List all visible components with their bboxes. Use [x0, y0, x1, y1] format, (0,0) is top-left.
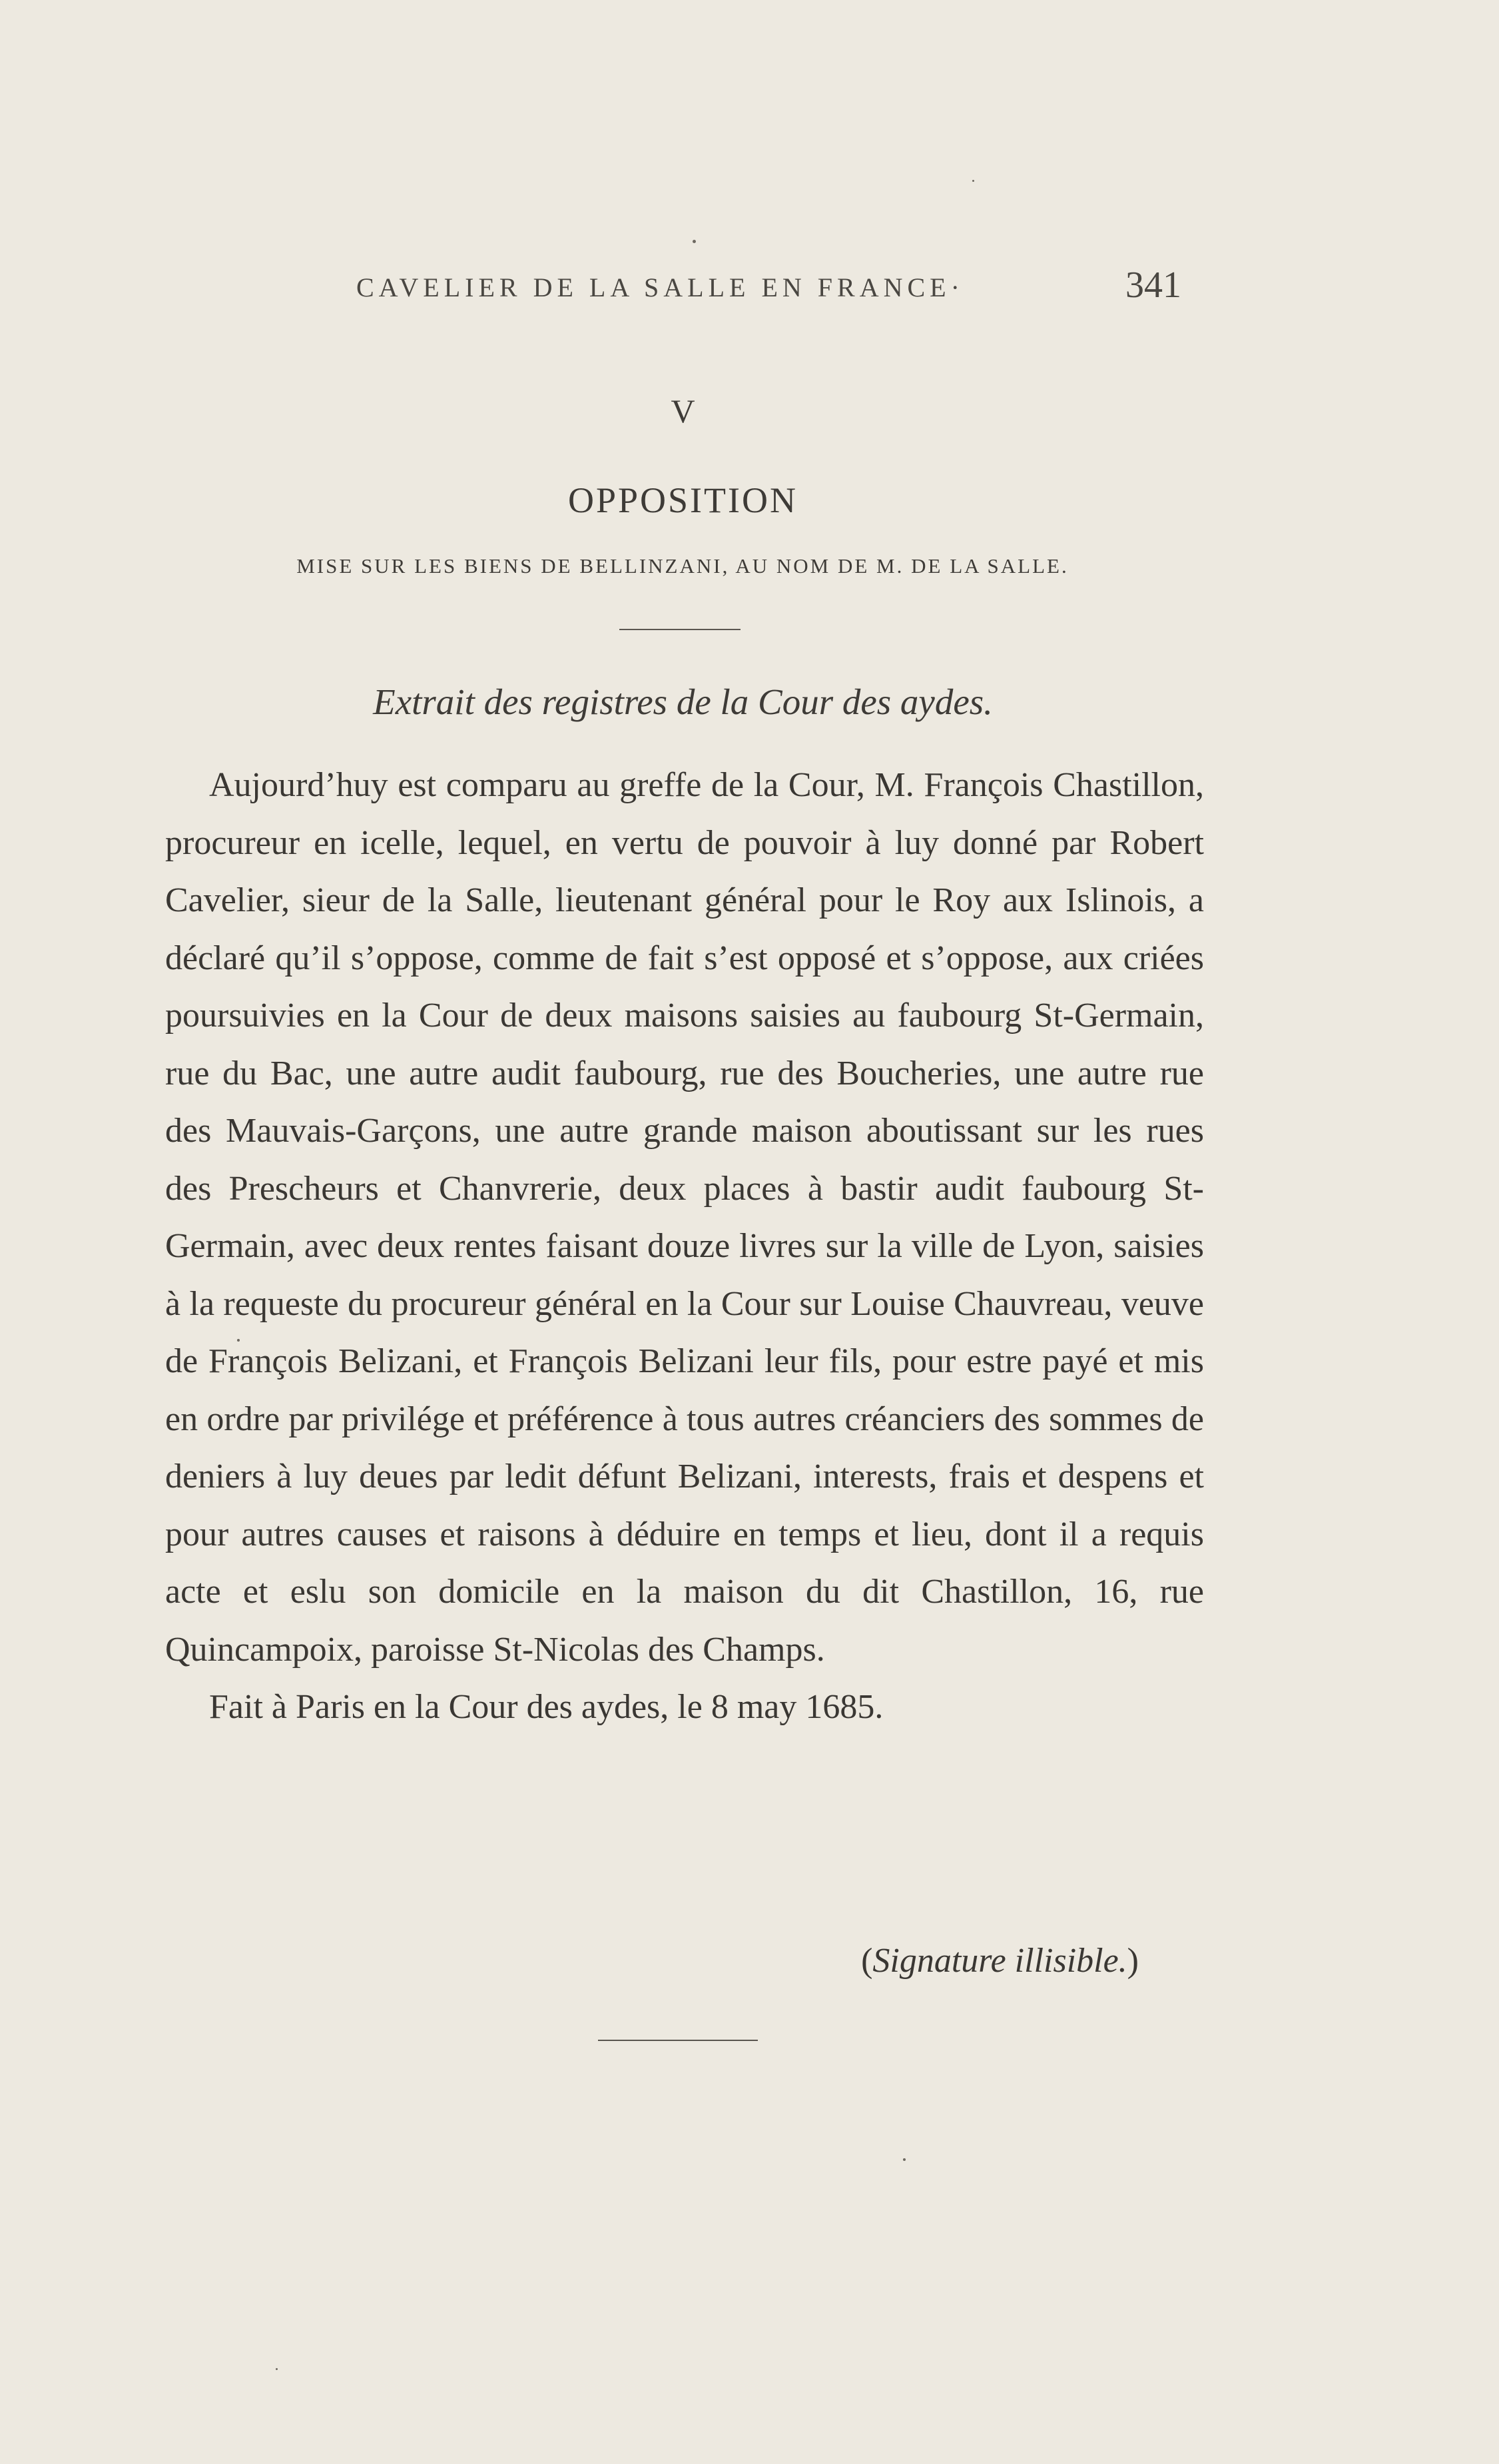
divider-rule-top: [619, 629, 741, 630]
paper-speck: [693, 240, 696, 243]
running-head: CAVELIER DE LA SALLE EN FRANCE·: [356, 272, 964, 302]
section-title: OPPOSITION: [567, 480, 798, 520]
signature-paren-open: (: [861, 1942, 873, 1980]
paper-speck: [903, 2158, 906, 2161]
paper-speck: [972, 180, 974, 182]
body-text: [165, 757, 1204, 1737]
section-numeral: V: [671, 392, 695, 430]
section-subtitle: MISE SUR LES BIENS DE BELLINZANI, AU NOM DE M. DE LA SALLE.: [296, 554, 1069, 578]
signature-paren-close: ): [1127, 1942, 1139, 1980]
signature-text: Signature illisible.: [872, 1942, 1127, 1980]
body-paragraph-date: Fait à Paris en la Cour des aydes, le 8 may 1685.: [209, 1688, 884, 1726]
signature-line: [772, 1941, 1139, 1980]
paper-speck: [276, 2368, 278, 2370]
body-paragraph: Aujourd’huy est comparu au greffe de la Cour, M. François Chastillon, procureur en icelle, lequel, en vertu de pouvoir à luy donné par Robert Cavelier, sieur de la Salle, lieutenant général pour le Roy aux Islinois, a déclaré qu’il s’oppose, comme de fait s’est opposé et s’oppose, aux criées poursuivies en la Cour de deux maisons saisies au faubourg St-Germain, rue du Bac, une autre audit faubourg, rue des Boucheries, une autre rue des Mauvais-Garçons, une autre grande maison aboutissant sur les rues des Prescheurs et Chanvrerie, deux places à bastir audit faubourg St-Germain, avec deux rentes faisant douze livres sur la ville de Lyon, saisies à la requeste du procureur général en la Cour sur Louise Chauvreau, veuve de François Belizani, et François Belizani leur fils, pour estre payé et mis en ordre par privilége et préférence à tous autres créanciers des sommes de deniers à luy deues par ledit défunt Belizani, interests, frais et despens et pour autres causes et raisons à déduire en temps et lieu, dont il a requis acte et eslu son domicile en la maison du dit Chastillon, 16, rue Quincampoix, paroisse St-Nicolas des Champs.: [165, 766, 1204, 1669]
page-number: 341: [1125, 264, 1181, 306]
extract-title: Extrait des registres de la Cour des aydes.: [373, 681, 993, 722]
divider-rule-bottom: [598, 2040, 758, 2041]
paper-speck: [237, 1339, 240, 1342]
